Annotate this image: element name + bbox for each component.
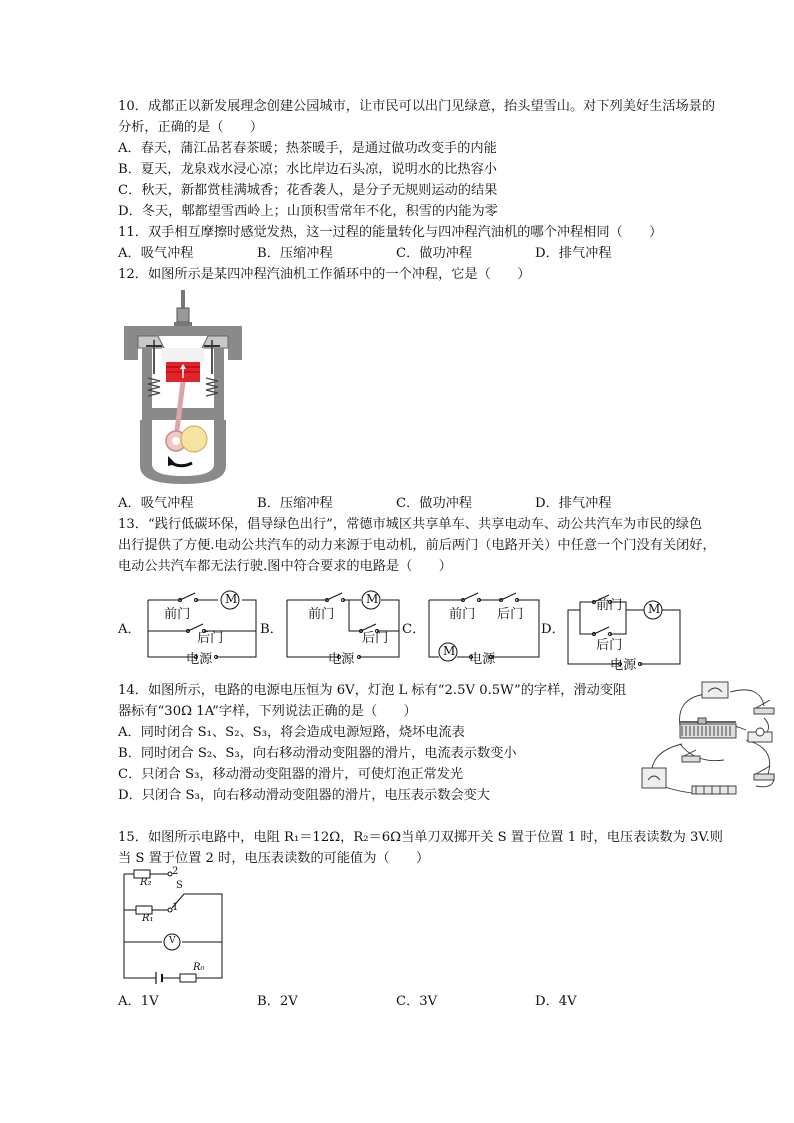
q13-c-front-door-label: 前门 xyxy=(449,607,476,622)
engine-stroke-figure xyxy=(118,288,250,486)
q15-s-label: S xyxy=(176,880,183,891)
q13-b-front-door-label: 前门 xyxy=(308,607,335,622)
q15-option-c: C．3V xyxy=(396,994,438,1009)
q14-stem-line1: 14．如图所示，电路的电源电压恒为 6V，灯泡 L 标有“2.5V 0.5W”的字样，滑动变阻 xyxy=(118,683,627,698)
q13-d-motor-label: M xyxy=(648,602,661,616)
q12-option-a: A．吸气冲程 xyxy=(118,496,194,511)
q13-stem-line1: 13．“践行低碳环保，倡导绿色出行”，常德市城区共享单车、共享电动车、动公共汽车为市民的绿色 xyxy=(118,517,703,532)
q13-b-motor-label: M xyxy=(366,592,379,606)
r0-resistor xyxy=(180,974,196,982)
q13-a-motor-label: M xyxy=(225,592,238,606)
q13-option-b: B． xyxy=(260,622,283,637)
q13-d-back-door-label: 后门 xyxy=(596,638,623,653)
q11-options xyxy=(118,244,612,264)
q13-c-back-door-label: 后门 xyxy=(497,607,524,622)
q12-options xyxy=(118,494,612,514)
q11-option-c: C．做功冲程 xyxy=(396,246,473,261)
q12-option-b: B．压缩冲程 xyxy=(257,496,333,511)
q10-option-c: C．秋天，新都赏桂满城香；花香袭人，是分子无规则运动的结果 xyxy=(118,183,498,198)
q12-option-d: D．排气冲程 xyxy=(535,496,612,511)
q12-option-c: C．做功冲程 xyxy=(396,496,473,511)
q15-r2-label: R₂ xyxy=(140,877,152,888)
q12-stem: 12．如图所示是某四冲程汽油机工作循环中的一个冲程，它是（ ） xyxy=(118,267,531,282)
q13-option-d: D． xyxy=(541,622,565,637)
q13-d-power-label: 电源 xyxy=(610,658,637,673)
q11-option-b: B．压缩冲程 xyxy=(257,246,333,261)
q13-stem-line2: 出行提供了方便.电动公共汽车的动力来源于电动机，前后两门（电路开关）中任意一个门没有关闭好， xyxy=(118,538,716,553)
q14-option-a: A．同时闭合 S₁、S₂、S₃，将会造成电源短路，烧坏电流表 xyxy=(118,725,465,740)
q13-c-motor-label: M xyxy=(443,644,456,658)
q14-option-b: B．同时闭合 S₂、S₃，向右移动滑动变阻器的滑片，电流表示数变小 xyxy=(118,746,517,761)
q11-option-a: A．吸气冲程 xyxy=(118,246,194,261)
q14-option-c: C．只闭合 S₃，移动滑动变阻器的滑片，可使灯泡正常发光 xyxy=(118,767,464,782)
q15-pos1-label: 1 xyxy=(172,902,179,913)
q14-physical-circuit-figure xyxy=(636,678,784,806)
q15-voltmeter-label: V xyxy=(169,936,176,946)
q11-option-d: D．排气冲程 xyxy=(535,246,612,261)
q11-stem: 11．双手相互摩擦时感觉发热，这一过程的能量转化与四冲程汽油机的哪个冲程相同（ ） xyxy=(118,225,663,240)
q15-stem-line2: 当 S 置于位置 2 时，电压表读数的可能值为（ ） xyxy=(118,851,430,866)
q15-option-a: A．1V xyxy=(118,994,159,1009)
q15-r0-label: R₀ xyxy=(193,962,205,973)
q15-pos2-label: 2 xyxy=(172,866,179,877)
q10-stem-line1: 10．成都正以新发展理念创建公园城市，让市民可以出门见绿意，抬头望雪山。对下列美好生活场景的 xyxy=(118,99,716,114)
q10-option-a: A．春天，蒲江品茗春茶暖；热茶暖手，是通过做功改变手的内能 xyxy=(118,141,497,156)
q15-option-b: B．2V xyxy=(257,994,298,1009)
q13-c-power-label: 电源 xyxy=(469,652,496,667)
q13-b-power-label: 电源 xyxy=(328,652,355,667)
q13-a-back-door-label: 后门 xyxy=(197,631,224,646)
q13-a-front-door-label: 前门 xyxy=(164,607,191,622)
q13-stem-line3: 电动公共汽车都无法行驶.图中符合要求的电路是（ ） xyxy=(118,559,452,574)
q15-stem-line1: 15．如图所示电路中，电阻 R₁＝12Ω，R₂＝6Ω当单刀双掷开关 S 置于位置 1 时，电压表读数为 3V.则 xyxy=(118,830,723,845)
q14-stem-line2: 器标有“30Ω 1A”字样，下列说法正确的是（ ） xyxy=(118,704,417,719)
q15-circuit-figure xyxy=(118,868,228,986)
q13-b-back-door-label: 后门 xyxy=(362,631,389,646)
q10-option-d: D．冬天，郫都望雪西岭上；山顶积雪常年不化，积雪的内能为零 xyxy=(118,204,498,219)
q15-r1-label: R₁ xyxy=(142,913,154,924)
q10-option-b: B．夏天，龙泉戏水浸心凉；水比岸边石头凉，说明水的比热容小 xyxy=(118,162,497,177)
q15-option-d: D．4V xyxy=(535,994,577,1009)
q14-option-d: D．只闭合 S₃，向右移动滑动变阻器的滑片，电压表示数会变大 xyxy=(118,788,490,803)
q13-d-front-door-label: 前门 xyxy=(596,598,623,613)
q15-options xyxy=(118,992,577,1012)
q13-option-a: A． xyxy=(118,622,141,637)
q13-a-power-label: 电源 xyxy=(186,652,213,667)
q10-stem-line2: 分析，正确的是（ ） xyxy=(118,120,264,135)
q13-option-c: C． xyxy=(402,622,426,637)
